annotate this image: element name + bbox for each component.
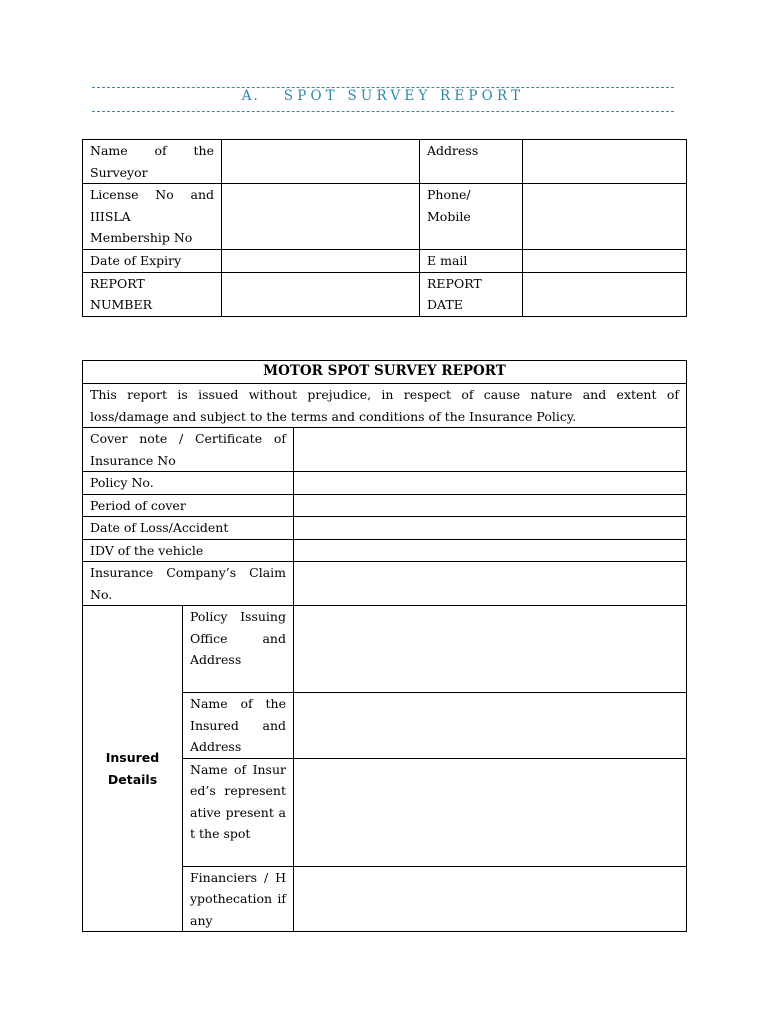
field-cover-note[interactable] (294, 428, 687, 472)
label-insured-name: Name of the Insured and Address (183, 693, 294, 759)
field-insured-representative[interactable] (294, 758, 687, 866)
field-insured-name[interactable] (294, 693, 687, 759)
field-license-no[interactable] (222, 184, 420, 250)
label-insured-representative: Name of Insured’s representative present at the spot (183, 758, 294, 866)
disclaimer-text: This report is issued without prejudice, in respect of cause nature and extent of loss/damage and subject to the terms and conditions of the Insurance Policy. (83, 384, 687, 428)
section-number: A. (241, 88, 260, 104)
label-date-of-loss: Date of Loss/Accident (83, 517, 294, 540)
label-report-date: REPORT DATE (420, 272, 523, 316)
label-idv: IDV of the vehicle (83, 539, 294, 562)
field-date-of-loss[interactable] (294, 517, 687, 540)
label-policy-no: Policy No. (83, 472, 294, 495)
label-license-no: License No and IIISLA Membership No (83, 184, 222, 250)
field-report-date[interactable] (523, 272, 687, 316)
field-phone-mobile[interactable] (523, 184, 687, 250)
field-policy-no[interactable] (294, 472, 687, 495)
field-date-of-expiry[interactable] (222, 249, 420, 272)
label-policy-issuing-office: Policy Issuing Office and Address (183, 606, 294, 693)
field-address[interactable] (523, 140, 687, 184)
label-date-of-expiry: Date of Expiry (83, 249, 222, 272)
motor-report-title: MOTOR SPOT SURVEY REPORT (83, 361, 687, 384)
field-idv[interactable] (294, 539, 687, 562)
surveyor-details-table (82, 139, 687, 317)
motor-spot-survey-table (82, 360, 687, 932)
section-title: SPOT SURVEY REPORT (283, 88, 525, 104)
field-report-number[interactable] (222, 272, 420, 316)
label-email: E mail (420, 249, 523, 272)
label-claim-no: Insurance Company’s Claim No. (83, 562, 294, 606)
label-phone-mobile: Phone/ Mobile (420, 184, 523, 250)
field-policy-issuing-office[interactable] (294, 606, 687, 693)
field-period-of-cover[interactable] (294, 494, 687, 517)
heading-rule-bottom (92, 111, 674, 112)
insured-details-text: Insured Details (105, 750, 160, 787)
field-email[interactable] (523, 249, 687, 272)
label-cover-note: Cover note / Certificate of Insurance No (83, 428, 294, 472)
label-period-of-cover: Period of cover (83, 494, 294, 517)
label-surveyor-name: Name of the Surveyor (83, 140, 222, 184)
page-title (92, 88, 674, 104)
field-surveyor-name[interactable] (222, 140, 420, 184)
label-insured-details (83, 606, 183, 932)
label-financiers: Financiers / Hypothecation if any (183, 866, 294, 932)
field-financiers[interactable] (294, 866, 687, 932)
label-address: Address (420, 140, 523, 184)
label-report-number: REPORT NUMBER (83, 272, 222, 316)
field-claim-no[interactable] (294, 562, 687, 606)
